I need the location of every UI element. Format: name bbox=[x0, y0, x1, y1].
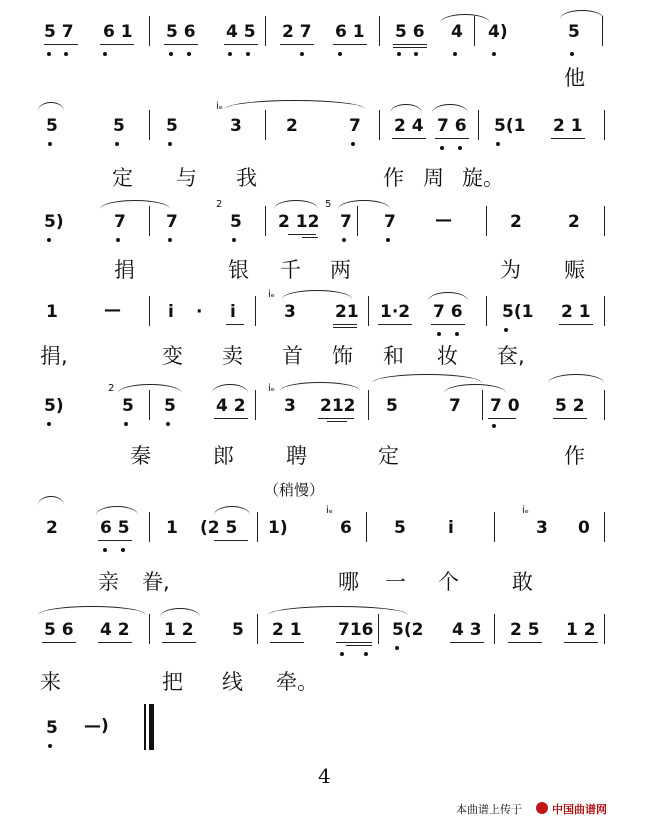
note: 5 bbox=[232, 620, 244, 640]
grace-note-i: iₑ bbox=[268, 383, 275, 394]
underline bbox=[280, 44, 314, 45]
low-octave-dot bbox=[458, 146, 462, 150]
double-underline bbox=[346, 645, 372, 646]
low-octave-dot bbox=[103, 548, 107, 552]
underline bbox=[508, 642, 542, 643]
grace-note-2: 2 bbox=[108, 383, 115, 394]
low-octave-dot bbox=[364, 652, 368, 656]
underline bbox=[336, 642, 372, 643]
barline bbox=[149, 296, 150, 326]
barline bbox=[604, 512, 605, 542]
note: 7 bbox=[166, 212, 178, 232]
lyric: 眷, bbox=[142, 570, 170, 594]
note: 5 bbox=[113, 116, 125, 136]
brand-name: 中国曲谱网 bbox=[552, 803, 607, 816]
note-group: 212 bbox=[320, 396, 356, 416]
note-group: 6 1 bbox=[335, 22, 365, 42]
sustain-dash: — bbox=[104, 300, 121, 320]
note-group: 1 2 bbox=[566, 620, 596, 640]
lyric: 捐 bbox=[114, 258, 135, 282]
note-group: 2 4 bbox=[394, 116, 424, 136]
low-octave-dot bbox=[338, 52, 342, 56]
slur bbox=[225, 100, 365, 109]
barline bbox=[486, 296, 487, 326]
note: 2 bbox=[510, 212, 522, 232]
slur bbox=[268, 606, 408, 615]
barline bbox=[379, 16, 380, 46]
low-octave-dot bbox=[504, 328, 508, 332]
lyric: 为 bbox=[500, 258, 521, 282]
note: 5) bbox=[44, 396, 64, 416]
note: 6 bbox=[340, 518, 352, 538]
underline bbox=[42, 642, 76, 643]
note-group: 7 0 bbox=[490, 396, 520, 416]
lyric: 秦 bbox=[130, 444, 151, 468]
low-octave-dot bbox=[47, 422, 51, 426]
note-group: 5 2 bbox=[555, 396, 585, 416]
barline bbox=[604, 390, 605, 420]
slur bbox=[444, 384, 506, 393]
note-group: 2 7 bbox=[282, 22, 312, 42]
lyric: 千 bbox=[280, 258, 301, 282]
note-group: 2 1 bbox=[561, 302, 591, 322]
barline bbox=[265, 16, 266, 46]
low-octave-dot bbox=[453, 52, 457, 56]
note-group: 6 5 bbox=[100, 518, 130, 538]
note: 7 bbox=[449, 396, 461, 416]
barline bbox=[149, 512, 150, 542]
note: 5 bbox=[164, 396, 176, 416]
low-octave-dot bbox=[103, 52, 107, 56]
grace-note-5: 5 bbox=[325, 199, 332, 210]
low-octave-dot bbox=[414, 52, 418, 56]
underline bbox=[551, 138, 585, 139]
note-group: 4 5 bbox=[226, 22, 256, 42]
barline bbox=[149, 614, 150, 644]
slur bbox=[212, 384, 248, 393]
note: 1 bbox=[166, 518, 178, 538]
low-octave-dot bbox=[570, 52, 574, 56]
barline bbox=[366, 512, 367, 542]
grace-note-i: iₑ bbox=[326, 505, 333, 516]
lyric: 捐, bbox=[40, 344, 68, 368]
barline bbox=[255, 296, 256, 326]
low-octave-dot bbox=[440, 146, 444, 150]
underline bbox=[431, 324, 465, 325]
slur bbox=[432, 104, 468, 113]
low-octave-dot bbox=[386, 238, 390, 242]
lyric: 定 bbox=[112, 166, 133, 190]
lyric: 饰 bbox=[332, 344, 353, 368]
underline bbox=[393, 47, 427, 48]
lyric: 赈 bbox=[564, 258, 585, 282]
double-underline bbox=[327, 421, 347, 422]
slur bbox=[274, 200, 318, 209]
underline bbox=[559, 324, 593, 325]
lyric: 妆 bbox=[437, 344, 458, 368]
low-octave-dot bbox=[228, 52, 232, 56]
low-octave-dot bbox=[166, 422, 170, 426]
note-group: 2 1 bbox=[272, 620, 302, 640]
low-octave-dot bbox=[168, 142, 172, 146]
lyric: 我 bbox=[236, 166, 257, 190]
note-group: 5(1 bbox=[494, 116, 526, 136]
slur bbox=[100, 200, 170, 209]
note-group: 5(1 bbox=[502, 302, 534, 322]
underline bbox=[288, 234, 316, 235]
note: i bbox=[230, 302, 236, 322]
page-number: 4 bbox=[318, 764, 331, 788]
slur bbox=[390, 104, 422, 113]
note-group: 1 2 bbox=[164, 620, 194, 640]
low-octave-dot bbox=[395, 646, 399, 650]
note: 2 bbox=[46, 518, 58, 538]
note: 5 bbox=[46, 718, 58, 738]
slur bbox=[96, 506, 138, 515]
underline bbox=[214, 418, 248, 419]
slur bbox=[372, 374, 482, 383]
lyric: 牵。 bbox=[276, 670, 318, 694]
note-group: 6 1 bbox=[103, 22, 133, 42]
barline bbox=[604, 206, 605, 236]
barline bbox=[478, 110, 479, 140]
lyric: 把 bbox=[162, 670, 183, 694]
rest: 0 bbox=[578, 518, 590, 538]
note-group: 7 6 bbox=[437, 116, 467, 136]
note-group: 21 bbox=[335, 302, 359, 322]
slur bbox=[160, 608, 200, 617]
barline bbox=[265, 206, 266, 236]
site-logo-icon bbox=[536, 802, 548, 814]
lyric: 线 bbox=[222, 670, 243, 694]
slur bbox=[38, 102, 64, 111]
low-octave-dot bbox=[121, 548, 125, 552]
dot-mark: · bbox=[196, 302, 203, 322]
low-octave-dot bbox=[47, 52, 51, 56]
slur bbox=[560, 10, 604, 19]
note: 7 bbox=[340, 212, 352, 232]
low-octave-dot bbox=[64, 52, 68, 56]
note-group: 4 bbox=[451, 22, 463, 42]
final-barline-thin bbox=[144, 704, 146, 750]
note-group: (2 5 bbox=[200, 518, 238, 538]
note-group: 716 bbox=[338, 620, 374, 640]
lyric: 一 bbox=[385, 570, 406, 594]
lyric: 奁, bbox=[497, 344, 525, 368]
underline bbox=[333, 44, 367, 45]
note: 7 bbox=[114, 212, 126, 232]
low-octave-dot bbox=[496, 142, 500, 146]
barline bbox=[357, 206, 358, 236]
note-group: 2 12 bbox=[278, 212, 320, 232]
slur bbox=[282, 290, 352, 299]
note-group: 1·2 bbox=[380, 302, 411, 322]
low-octave-dot bbox=[169, 52, 173, 56]
slur bbox=[214, 506, 250, 515]
low-octave-dot bbox=[351, 142, 355, 146]
slur bbox=[280, 382, 360, 391]
underline bbox=[98, 540, 132, 541]
low-octave-dot bbox=[437, 332, 441, 336]
slur bbox=[338, 200, 390, 209]
lyric: 聘 bbox=[286, 444, 307, 468]
barline bbox=[368, 296, 369, 326]
note-group: 5 6 bbox=[395, 22, 425, 42]
barline bbox=[257, 512, 258, 542]
note: 5 bbox=[394, 518, 406, 538]
barline bbox=[265, 110, 266, 140]
barline bbox=[257, 614, 258, 644]
slur bbox=[428, 292, 468, 301]
final-barline-thick bbox=[149, 704, 154, 750]
note-group: 4) bbox=[488, 22, 508, 42]
underline bbox=[98, 642, 132, 643]
note: 2 bbox=[568, 212, 580, 232]
lyric: 作 bbox=[383, 166, 404, 190]
note: 3 bbox=[536, 518, 548, 538]
underline bbox=[100, 44, 134, 45]
barline bbox=[494, 614, 495, 644]
credit-text: 本曲谱上传于 bbox=[456, 803, 522, 816]
barline bbox=[149, 390, 150, 420]
lyric: 郎 bbox=[213, 444, 234, 468]
grace-note-i: iₑ bbox=[522, 505, 529, 516]
grace-note-i: iₑ bbox=[268, 289, 275, 300]
barline bbox=[604, 296, 605, 326]
note: 5 bbox=[46, 116, 58, 136]
low-octave-dot bbox=[300, 52, 304, 56]
note-group: 2 1 bbox=[553, 116, 583, 136]
note: 3 bbox=[230, 116, 242, 136]
note: 3 bbox=[284, 302, 296, 322]
note: i bbox=[168, 302, 174, 322]
low-octave-dot bbox=[397, 52, 401, 56]
note-group: 2 5 bbox=[510, 620, 540, 640]
note-group: 5 6 bbox=[166, 22, 196, 42]
underline bbox=[378, 324, 412, 325]
note-group: 5(2 bbox=[392, 620, 424, 640]
note: 5 bbox=[386, 396, 398, 416]
lyric: 与 bbox=[176, 166, 197, 190]
low-octave-dot bbox=[116, 238, 120, 242]
underline bbox=[393, 44, 427, 45]
low-octave-dot bbox=[455, 332, 459, 336]
site-credit bbox=[456, 800, 642, 818]
barline bbox=[494, 512, 495, 542]
double-underline bbox=[302, 237, 318, 238]
underline bbox=[450, 642, 484, 643]
low-octave-dot bbox=[187, 52, 191, 56]
barline bbox=[149, 16, 150, 46]
low-octave-dot bbox=[168, 238, 172, 242]
note-group: 7 6 bbox=[433, 302, 463, 322]
grace-note-2: 2 bbox=[216, 199, 223, 210]
note: 5 bbox=[122, 396, 134, 416]
note: 7 bbox=[384, 212, 396, 232]
note-group: 5 6 bbox=[44, 620, 74, 640]
lyric: 卖 bbox=[222, 344, 243, 368]
sustain-dash: — bbox=[435, 210, 452, 230]
lyric: 敢 bbox=[512, 570, 533, 594]
underline bbox=[435, 138, 469, 139]
lyric: 定 bbox=[378, 444, 399, 468]
low-octave-dot bbox=[492, 52, 496, 56]
lyric: 和 bbox=[383, 344, 404, 368]
underline bbox=[162, 642, 196, 643]
lyric: 旋。 bbox=[462, 166, 504, 190]
lyric: 哪 bbox=[338, 570, 359, 594]
note: 5 bbox=[166, 116, 178, 136]
barline bbox=[486, 206, 487, 236]
lyric: 亲 bbox=[98, 570, 119, 594]
barline bbox=[602, 16, 603, 46]
barline bbox=[378, 614, 379, 644]
low-octave-dot bbox=[48, 744, 52, 748]
underline bbox=[488, 418, 516, 419]
lyric: 变 bbox=[162, 344, 183, 368]
note: 3 bbox=[284, 396, 296, 416]
note-group: 5 bbox=[568, 22, 580, 42]
barline bbox=[379, 110, 380, 140]
lyric: 来 bbox=[40, 670, 61, 694]
lyric: 首 bbox=[282, 344, 303, 368]
underline bbox=[564, 642, 598, 643]
note: i bbox=[448, 518, 454, 538]
slur bbox=[118, 384, 182, 393]
lyric: 他 bbox=[564, 66, 585, 90]
underline bbox=[224, 44, 258, 45]
underline bbox=[333, 324, 357, 325]
low-octave-dot bbox=[492, 424, 496, 428]
barline bbox=[604, 614, 605, 644]
lyric: 银 bbox=[228, 258, 249, 282]
note-group: 4 3 bbox=[452, 620, 482, 640]
barline bbox=[149, 110, 150, 140]
lyric: 作 bbox=[564, 444, 585, 468]
sustain-close: —) bbox=[84, 716, 109, 736]
underline bbox=[318, 418, 354, 419]
low-octave-dot bbox=[232, 238, 236, 242]
grace-note-i: iₑ bbox=[216, 101, 223, 112]
tempo-marking: （稍慢） bbox=[264, 481, 325, 499]
lyric: 两 bbox=[330, 258, 351, 282]
double-underline bbox=[333, 327, 357, 328]
note: 7 bbox=[349, 116, 361, 136]
barline bbox=[604, 110, 605, 140]
underline bbox=[44, 44, 78, 45]
note-group: 5 7 bbox=[44, 22, 74, 42]
low-octave-dot bbox=[342, 238, 346, 242]
barline bbox=[368, 390, 369, 420]
note-group: 4 2 bbox=[216, 396, 246, 416]
underline bbox=[553, 418, 587, 419]
underline bbox=[164, 44, 198, 45]
barline bbox=[149, 206, 150, 236]
note: 5 bbox=[230, 212, 242, 232]
low-octave-dot bbox=[124, 422, 128, 426]
underline bbox=[392, 138, 426, 139]
underline bbox=[226, 324, 244, 325]
low-octave-dot bbox=[47, 238, 51, 242]
slur bbox=[548, 374, 604, 383]
slur bbox=[440, 14, 490, 23]
lyric: 周 bbox=[423, 166, 444, 190]
low-octave-dot bbox=[340, 652, 344, 656]
low-octave-dot bbox=[246, 52, 250, 56]
note: 2 bbox=[286, 116, 298, 136]
barline bbox=[482, 390, 483, 420]
note-group: 4 2 bbox=[100, 620, 130, 640]
note: 1) bbox=[268, 518, 288, 538]
underline bbox=[270, 642, 304, 643]
low-octave-dot bbox=[115, 142, 119, 146]
note: 1 bbox=[46, 302, 58, 322]
low-octave-dot bbox=[48, 142, 52, 146]
slur bbox=[38, 496, 64, 505]
barline bbox=[255, 390, 256, 420]
slur bbox=[38, 606, 146, 615]
lyric: 个 bbox=[438, 570, 459, 594]
underline bbox=[214, 540, 248, 541]
note: 5) bbox=[44, 212, 64, 232]
